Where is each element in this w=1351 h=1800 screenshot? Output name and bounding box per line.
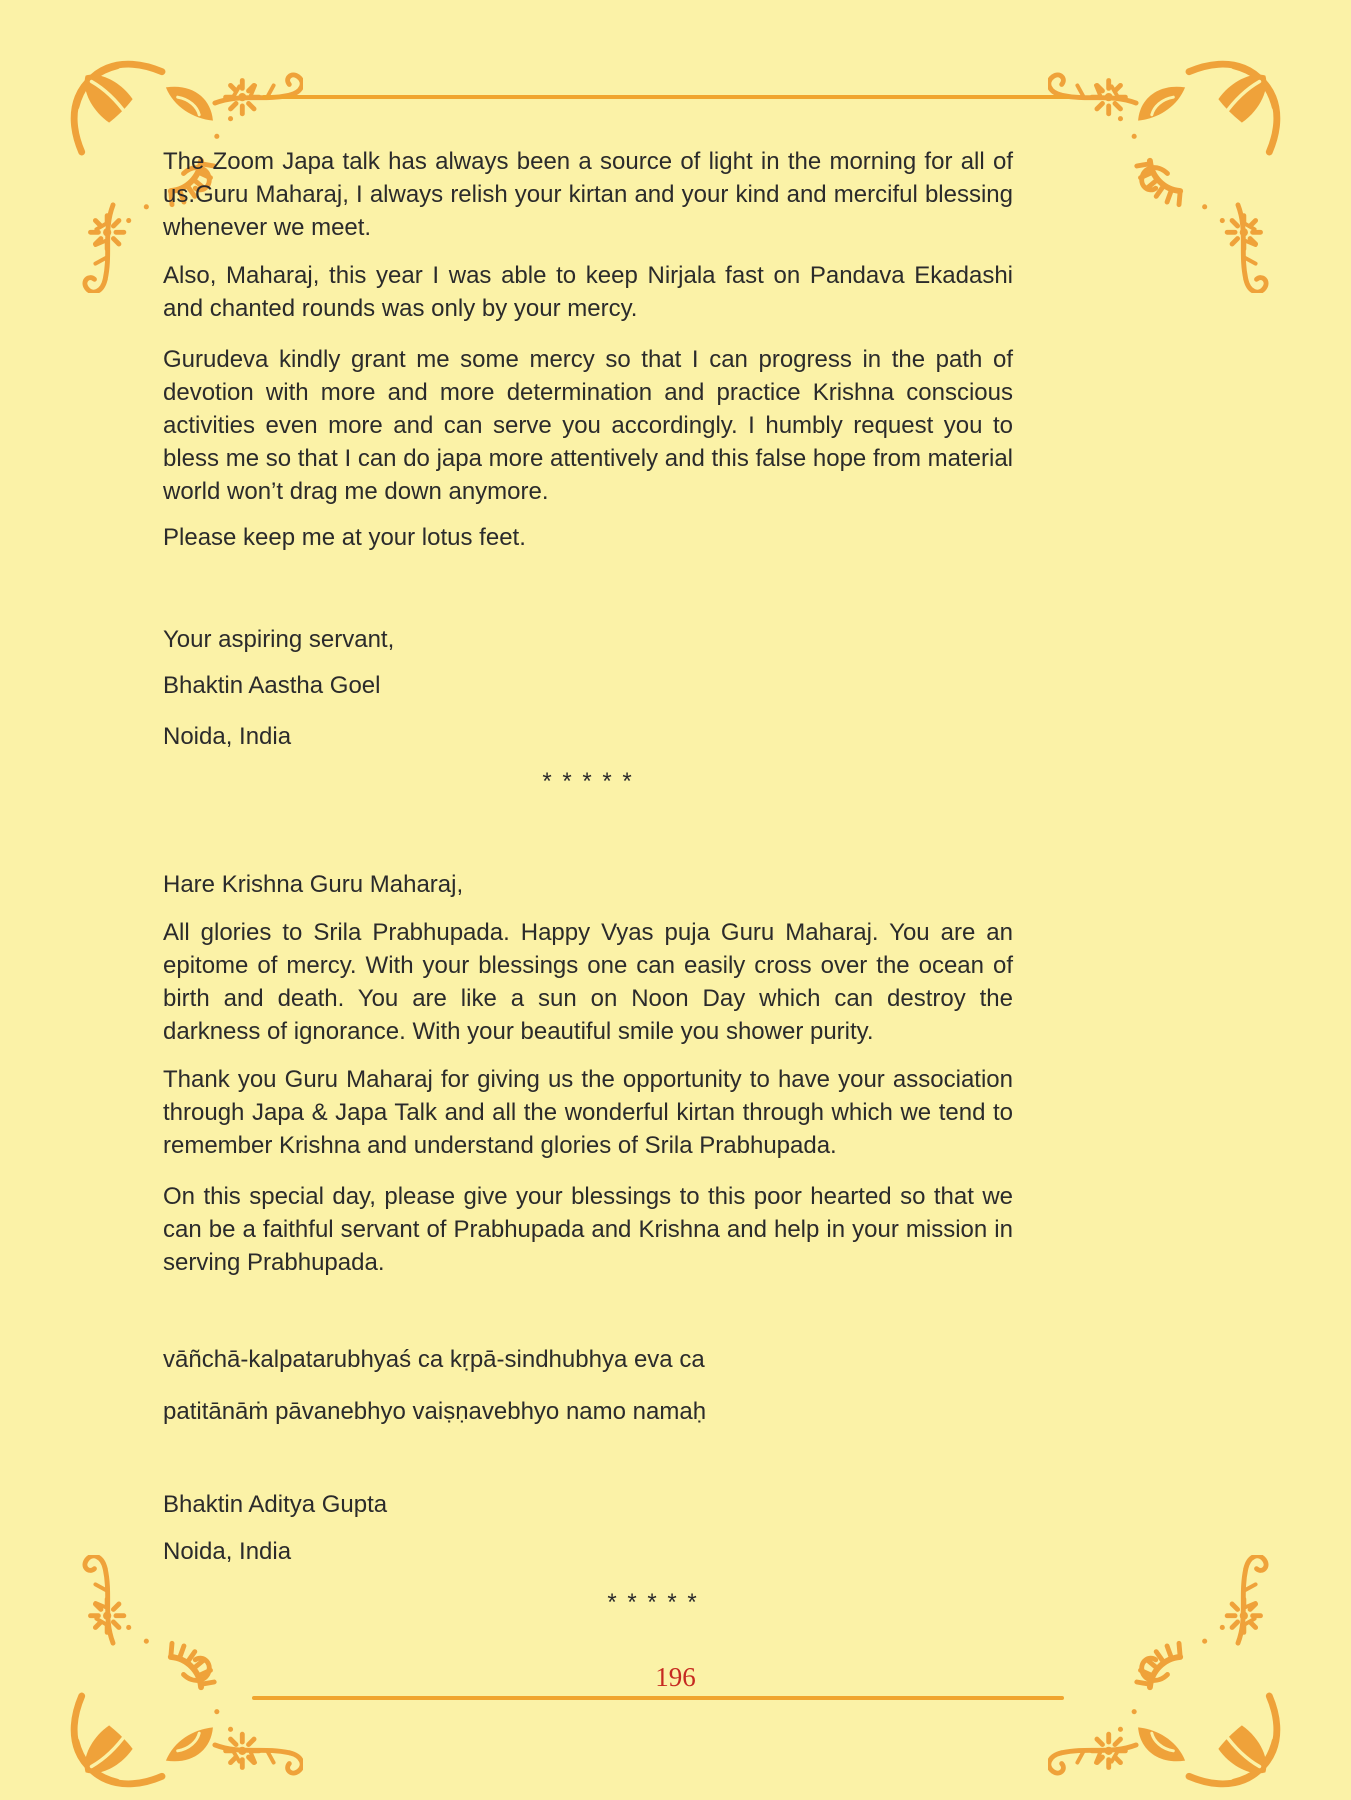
page-number: 196: [655, 1662, 696, 1692]
letter2-paragraph-2: Thank you Guru Maharaj for giving us the opportunity to have your association through Japa & Japa Talk and all the wonderful kirtan through which we tend to remember Krishna and understand glories of Srila Prabhupada.: [163, 1066, 1013, 1159]
floral-corner-ornament-top-right: [1048, 58, 1283, 293]
top-border-line: [262, 95, 1070, 99]
letter2-signature-location: Noida, India: [163, 1538, 292, 1565]
sanskrit-verse-line-1: vāñchā-kalpatarubhyaś ca kṛpā-sindhubhya eva ca: [163, 1346, 705, 1373]
letters-text-column: [163, 145, 1013, 1619]
letter2-salutation: Hare Krishna Guru Maharaj,: [163, 871, 464, 898]
section-separator-2: * * * * *: [607, 1589, 699, 1616]
letter2-signature-name: Bhaktin Aditya Gupta: [163, 1491, 388, 1518]
letter1-paragraph-4: Please keep me at your lotus feet.: [163, 524, 526, 551]
letter1-paragraph-3: Gurudeva kindly grant me some mercy so that I can progress in the path of devotion with more and more determination and practice Krishna conscious activities even more and can serve you accordingly. I humbly request you to bless me so that I can do japa more attentively and this false hope from material world won’t drag me down anymore.: [163, 346, 1013, 505]
letter1-signature-closing: Your aspiring servant,: [163, 626, 395, 653]
sanskrit-verse-line-2: patitānāṁ pāvanebhyo vaiṣṇavebhyo namo namaḥ: [163, 1398, 707, 1425]
letter2-paragraph-3: On this special day, please give your blessings to this poor hearted so that we can be a faithful servant of Prabhupada and Krishna and help in your mission in serving Prabhupada.: [163, 1183, 1013, 1276]
letter1-paragraph-2: Also, Maharaj, this year I was able to keep Nirjala fast on Pandava Ekadashi and chanted rounds was only by your mercy.: [163, 262, 1013, 322]
letter1-paragraph-1: The Zoom Japa talk has always been a source of light in the morning for all of us.Guru Maharaj, I always relish your kirtan and your kind and merciful blessing whenever we meet.: [163, 148, 1013, 241]
letter1-signature-location: Noida, India: [163, 723, 292, 750]
letter1-signature-name: Bhaktin Aastha Goel: [163, 672, 381, 699]
section-separator-1: * * * * *: [542, 768, 634, 795]
bottom-border-line: [252, 1696, 1064, 1700]
letter2-paragraph-1: All glories to Srila Prabhupada. Happy Vyas puja Guru Maharaj. You are an epitome of mercy. With your blessings one can easily cross over the ocean of birth and death. You are like a sun on Noon Day which can destroy the darkness of ignorance. With your beautiful smile you shower purity.: [163, 919, 1013, 1045]
